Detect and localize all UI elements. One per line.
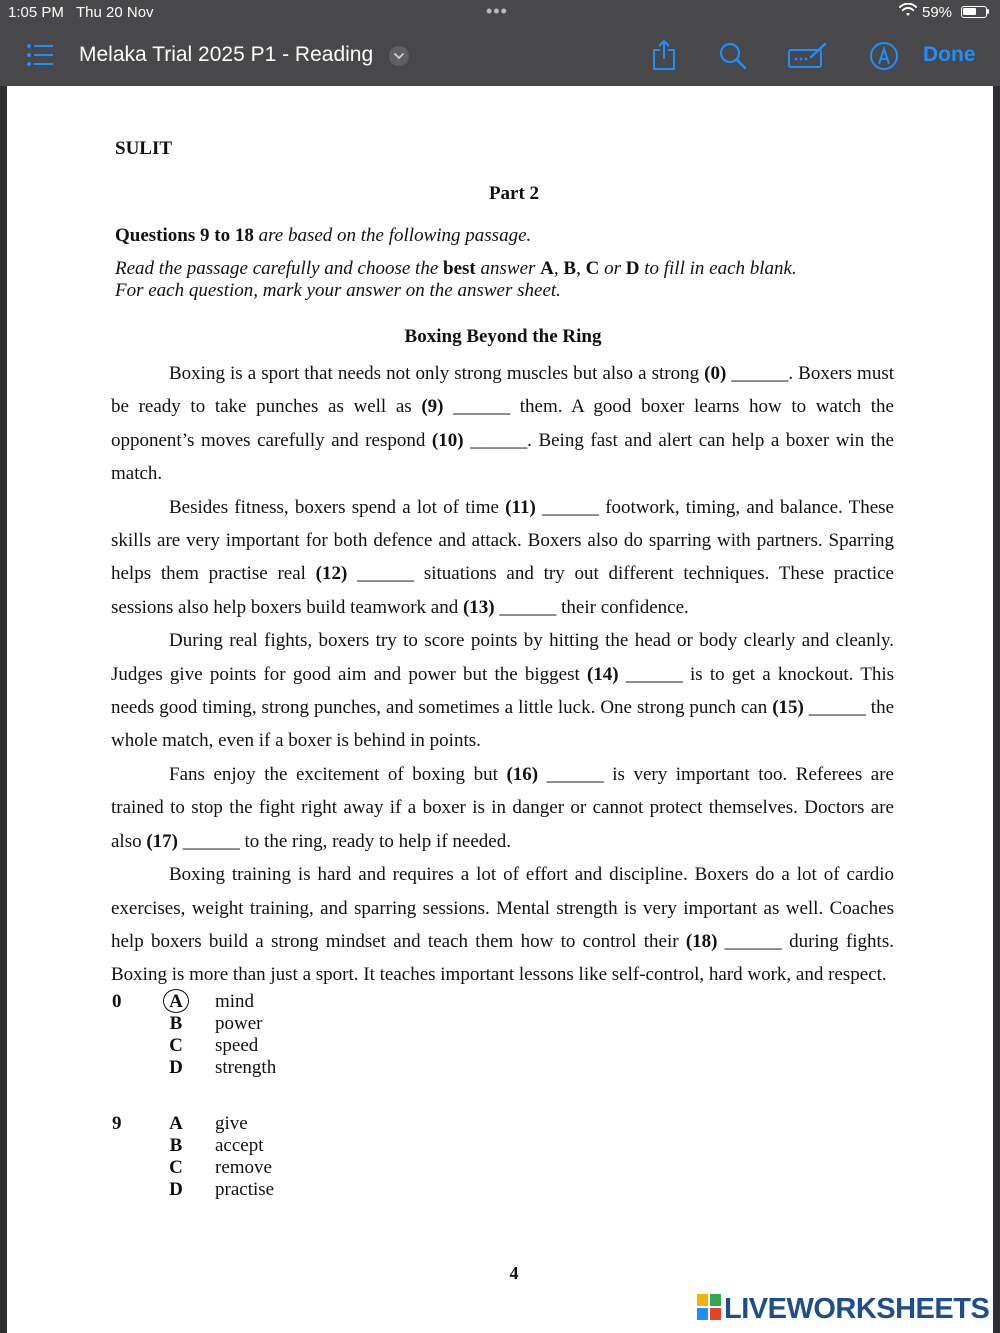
passage-text: Boxing is a sport that needs not only strong muscles but also a strong bbox=[169, 363, 705, 384]
passage-text: ______ them. A good boxer learns how to watch the opponent’s moves carefully and respond bbox=[111, 396, 894, 451]
passage-text: ______ their confidence. bbox=[494, 596, 689, 618]
battery-percent: 59% bbox=[922, 4, 953, 21]
document-title[interactable]: Melaka Trial 2025 P1 - Reading bbox=[79, 43, 374, 66]
option-text[interactable]: accept bbox=[215, 1135, 264, 1156]
passage-text: Fans enjoy the excitement of boxing but bbox=[169, 763, 507, 785]
question-number: 0 bbox=[112, 991, 122, 1012]
question-number: 9 bbox=[112, 1113, 122, 1134]
passage-text: ______. Being fast and alert can help a boxer win the match. bbox=[111, 429, 894, 485]
passage-text: ______ is to get a knockout. This needs good timing, strong punches, and sometimes a little luck. One strong punch can bbox=[111, 663, 894, 719]
document-page bbox=[7, 86, 993, 1333]
battery-icon bbox=[961, 6, 987, 18]
option-text[interactable]: speed bbox=[215, 1035, 259, 1056]
blank-number: (9) bbox=[421, 396, 444, 418]
blank-number: (15) bbox=[772, 697, 804, 719]
option-letter[interactable]: B bbox=[169, 1013, 183, 1034]
option-letter[interactable]: D bbox=[169, 1057, 183, 1078]
passage-text: ______ during fights. Boxing is more than just a sport. It teaches important lessons like self-control, hard work, and respect. bbox=[111, 930, 894, 986]
blank-number: (12) bbox=[315, 563, 348, 585]
option-letter[interactable]: B bbox=[169, 1135, 183, 1156]
blank-number: (17) bbox=[146, 830, 179, 852]
share-icon[interactable] bbox=[651, 39, 677, 71]
passage-paragraph bbox=[111, 491, 894, 625]
passage-text: ______ the whole match, even if a boxer is behind in points. bbox=[111, 697, 895, 752]
option-text[interactable]: power bbox=[215, 1013, 263, 1034]
blank-number: (11) bbox=[505, 496, 536, 518]
multitasking-icon[interactable]: ••• bbox=[486, 1, 508, 21]
pen-icon[interactable] bbox=[869, 41, 899, 71]
blank-number: (14) bbox=[586, 663, 619, 685]
option-letter[interactable]: D bbox=[169, 1179, 183, 1200]
passage-paragraph bbox=[111, 858, 894, 992]
passage-text: ______ to the ring, ready to help if needed. bbox=[178, 830, 511, 852]
status-bar bbox=[0, 0, 1000, 26]
blank-number: (13) bbox=[462, 596, 495, 618]
status-date: Thu 20 Nov bbox=[76, 4, 154, 21]
markup-icon[interactable] bbox=[787, 41, 827, 71]
passage-text: ______. Boxers must be ready to take punches as well as bbox=[111, 363, 895, 418]
passage-text: ______ is very important too. Referees are trained to stop the fight right away if a boxer is in danger or cannot protect themselves. Doctors are also bbox=[111, 763, 894, 852]
passage-paragraph bbox=[111, 624, 894, 758]
passage-text: ______ footwork, timing, and balance. These skills are very important for both defence and attack. Boxers also do sparring with partners. Sparring helps them practise real bbox=[111, 496, 894, 585]
liveworksheets-logo: LIVEWORKSHEETS bbox=[697, 1293, 989, 1321]
part-heading: Part 2 bbox=[488, 183, 540, 204]
passage-paragraph bbox=[111, 758, 894, 858]
option-letter-selected[interactable]: A bbox=[163, 989, 189, 1013]
chevron-down-icon[interactable] bbox=[389, 46, 409, 66]
blank-number: (18) bbox=[685, 930, 718, 952]
passage bbox=[111, 357, 894, 992]
passage-text: During real fights, boxers try to score points by hitting the head or body clearly and cleanly. Judges give points for good aim and power but the biggest bbox=[111, 630, 894, 685]
blank-number: (16) bbox=[506, 763, 539, 785]
wifi-icon bbox=[899, 3, 917, 17]
passage-text: Besides fitness, boxers spend a lot of time bbox=[169, 496, 506, 518]
status-time: 1:05 PM bbox=[8, 4, 64, 21]
option-text[interactable]: remove bbox=[215, 1157, 272, 1178]
list-icon[interactable] bbox=[26, 43, 54, 67]
option-letter[interactable]: C bbox=[169, 1035, 183, 1056]
option-letter[interactable]: C bbox=[169, 1157, 183, 1178]
option-letter[interactable]: A bbox=[169, 1113, 183, 1134]
passage-paragraph bbox=[111, 357, 894, 491]
option-text[interactable]: practise bbox=[215, 1179, 275, 1200]
toolbar bbox=[0, 26, 1000, 86]
passage-text: Boxing training is hard and requires a lot of effort and discipline. Boxers do a lot of cardio exercises, weight training, and sparring sessions. Mental strength is very important as well. Coaches help boxers build a strong mindset and teach them how to control their bbox=[111, 864, 894, 952]
passage-text: ______ situations and try out different techniques. These practice sessions also help boxers build teamwork and bbox=[111, 563, 894, 618]
header-label: SULIT bbox=[115, 138, 173, 159]
page-number: 4 bbox=[509, 1263, 519, 1283]
option-text[interactable]: strength bbox=[215, 1057, 277, 1078]
blank-number: (0) bbox=[704, 363, 727, 384]
liveworksheets-logo-icon bbox=[697, 1294, 722, 1320]
questions-intro: Questions 9 to 18 are based on the following passage. bbox=[115, 225, 532, 246]
option-text[interactable]: mind bbox=[215, 991, 255, 1012]
passage-title: Boxing Beyond the Ring bbox=[404, 326, 602, 347]
search-icon[interactable] bbox=[719, 42, 747, 70]
done-button[interactable]: Done bbox=[923, 43, 976, 66]
option-text[interactable]: give bbox=[215, 1113, 248, 1134]
blank-number: (10) bbox=[431, 429, 464, 451]
instructions: Read the passage carefully and choose the best answer A, B, C or D to fill in each blank. For each question, mark your answer on the answer sheet. bbox=[115, 258, 797, 301]
